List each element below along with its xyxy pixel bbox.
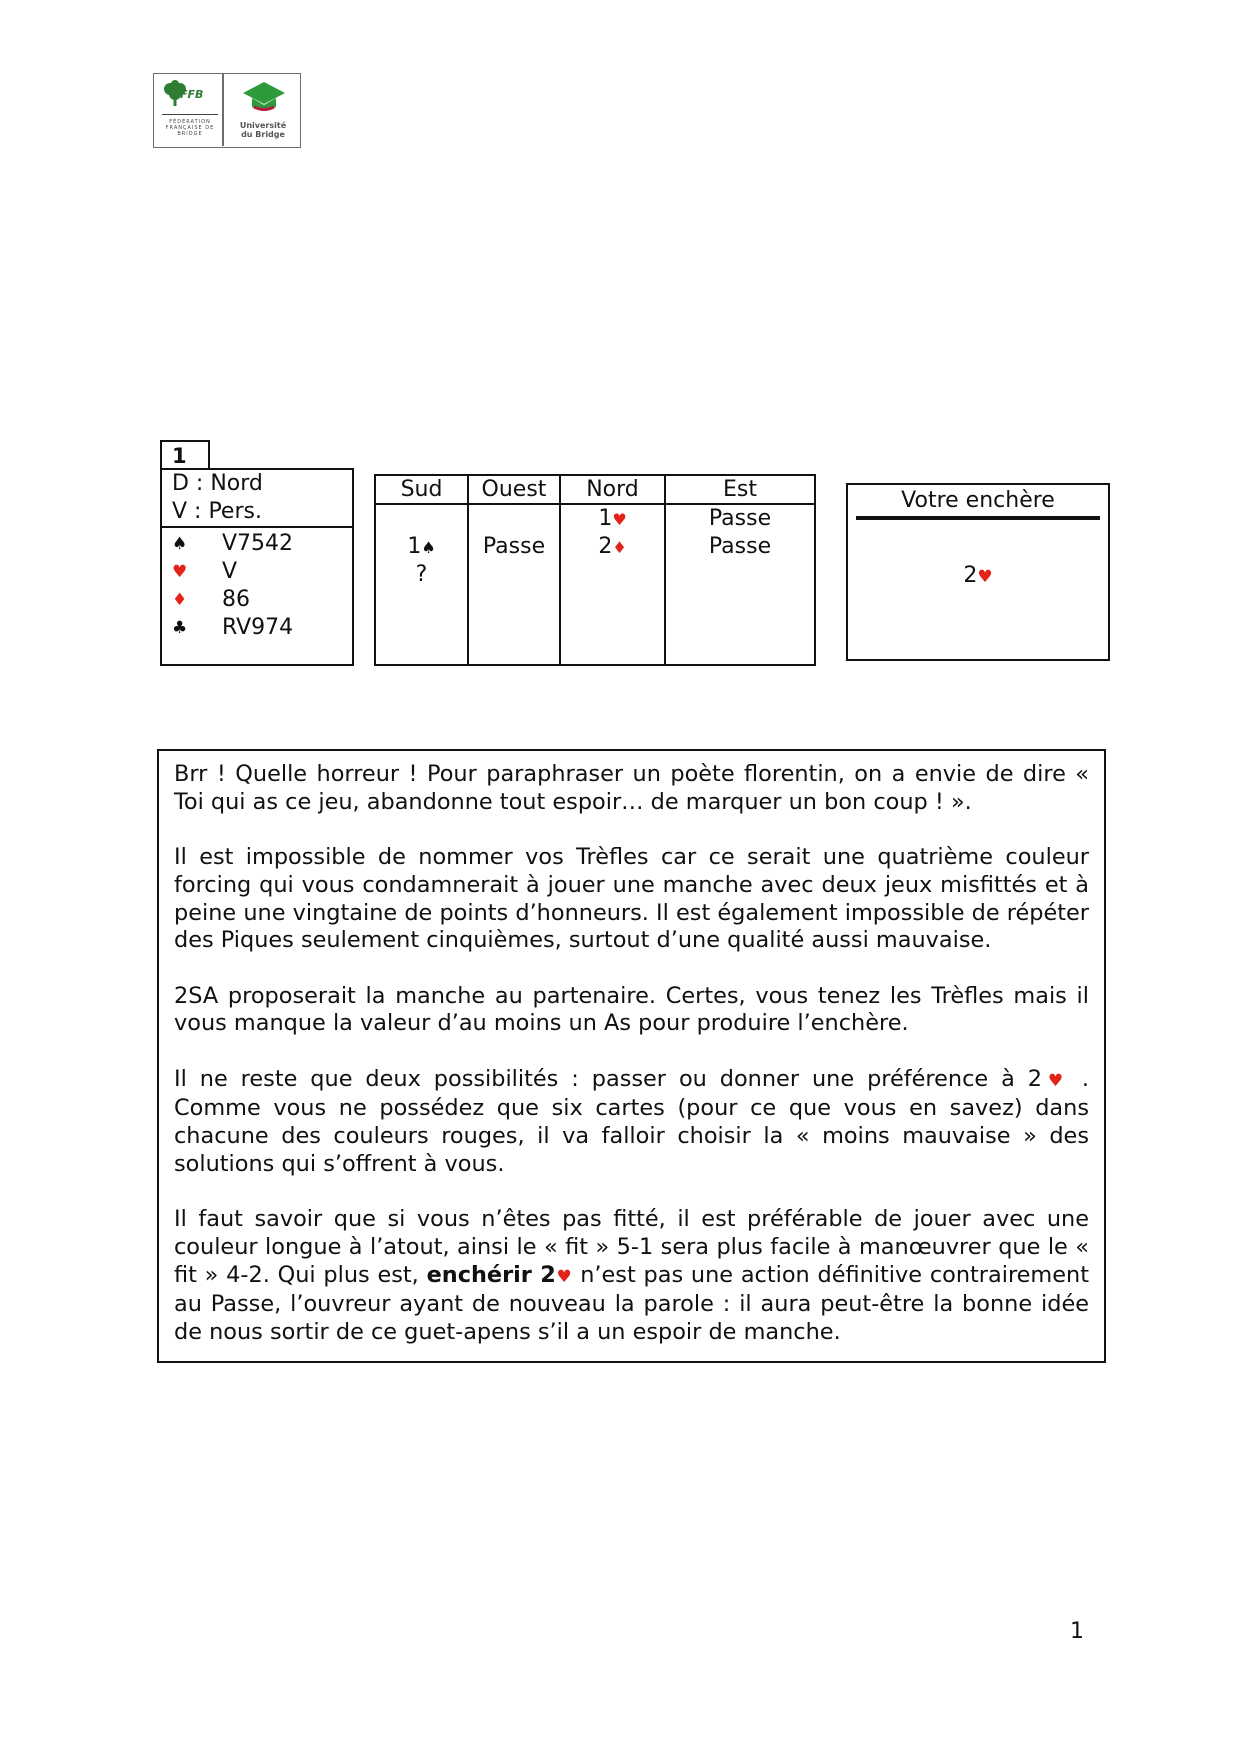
diamond-icon: ♦: [612, 538, 627, 557]
auction-bid: ?: [415, 562, 428, 587]
answer-bid: [848, 563, 1108, 588]
universite-text: [226, 121, 300, 139]
heart-icon: ♥: [172, 562, 188, 582]
bid-level: 2: [598, 534, 613, 559]
auction-bid: [376, 505, 467, 533]
auction-col-sud: [376, 504, 468, 664]
spade-icon: ♠: [172, 534, 188, 554]
dealer-label: D : Nord: [172, 471, 263, 496]
explanation-paragraph: 2SA proposerait la manche au partenaire. Certes, vous tenez les Trèfles mais il vous manque la valeur d’au moins un As pour produire l’enchère.: [174, 982, 1089, 1037]
bid-level: 1: [598, 506, 613, 531]
auction-bid: [561, 505, 664, 533]
auction-col-est: [665, 504, 814, 664]
ffb-wordmark: FFB: [180, 88, 204, 101]
text-run: Il ne reste que deux possibilités : passer ou donner une préférence à 2: [174, 1065, 1043, 1092]
bold-bid: [427, 1262, 573, 1288]
auction-header-nord: Nord: [560, 476, 665, 504]
diamond-cards: 86: [222, 587, 250, 612]
vulnerability-label: V : Pers.: [172, 499, 262, 524]
heart-icon: ♥: [1042, 1070, 1069, 1091]
heart-icon: ♥: [612, 510, 627, 529]
auction-bid: [561, 533, 664, 561]
hand-row-hearts: [162, 558, 352, 586]
answer-box: [846, 483, 1110, 661]
universite-line1: Université: [239, 121, 287, 130]
auction-header-est: Est: [665, 476, 814, 504]
logo-rule: [162, 114, 218, 115]
hand-row-diamonds: [162, 586, 352, 614]
graduation-cap-icon: [242, 80, 286, 116]
text-run: . Comme vous ne possédez que six cartes (pour ce que vous en savez) dans chacune des couleurs rouges, il va falloir choisir la « moins mauvaise » des solutions qui s’offrent à vous.: [174, 1065, 1089, 1177]
heart-icon: ♥: [977, 567, 993, 587]
explanation-paragraph: [174, 1206, 1089, 1347]
heart-icon: ♥: [555, 1266, 573, 1287]
auction-bid: Passe: [708, 506, 772, 531]
auction-bid: [469, 505, 559, 533]
deal-header: [162, 470, 352, 528]
club-icon: ♣: [172, 618, 188, 638]
auction-col-nord: [560, 504, 665, 664]
universite-line2: du Bridge: [241, 130, 285, 139]
answer-title: Votre enchère: [901, 488, 1055, 513]
bold-text: enchérir 2: [426, 1261, 556, 1288]
auction-col-ouest: [468, 504, 560, 664]
auction-table: [374, 474, 816, 666]
heart-cards: V: [222, 559, 238, 584]
auction-bid: [376, 533, 467, 561]
explanation-box: [157, 749, 1106, 1363]
hand: [162, 528, 352, 642]
hand-row-spades: [162, 530, 352, 558]
auction-header-ouest: Ouest: [468, 476, 560, 504]
text-run: Il faut savoir que si vous n’êtes pas fitté, il est préférable de jouer avec une couleur longue à l’atout, ainsi le « fit » 5-1 sera plus facile à manœuvrer que le « fit » 4-2. Qui plus est,: [174, 1206, 1089, 1288]
explanation-paragraph: Il est impossible de nommer vos Trèfles car ce serait une quatrième couleur forcing qui vous condamnerait à jouer une manche avec deux jeux misfittés et à peine une vingtaine de points d’honneurs. Il est également impossible de répéter des Piques seulement cinquièmes, surtout d’une qualité aussi mauvaise.: [174, 844, 1089, 954]
spade-cards: V7542: [222, 531, 294, 556]
page-number: 1: [1070, 1619, 1084, 1644]
explanation-paragraph: [174, 1066, 1089, 1179]
auction-bid: Passe: [708, 534, 772, 559]
auction-bid: Passe: [482, 534, 546, 559]
hand-row-clubs: [162, 614, 352, 642]
answer-rule: [856, 516, 1100, 520]
federation-text: FÉDÉRATION FRANÇAISE DE BRIDGE: [165, 119, 215, 137]
answer-level: 2: [963, 563, 978, 588]
diamond-icon: ♦: [172, 590, 188, 610]
logo: [153, 73, 301, 148]
deal-box: [160, 468, 354, 666]
club-cards: RV974: [222, 615, 294, 640]
explanation-paragraph: Brr ! Quelle horreur ! Pour paraphraser un poète florentin, on a envie de dire « Toi qui as ce jeu, abandonne tout espoir… de marquer un bon coup ! ».: [174, 761, 1089, 815]
text-run: n’est pas une action définitive contrairement au Passe, l’ouvreur ayant de nouveau la parole : il aura peut-être la bonne idée de nous sortir de ce guet-apens s’il a un espoir de manche.: [174, 1261, 1089, 1345]
logo-divider: [222, 74, 224, 146]
bid-level: 1: [407, 534, 422, 559]
spade-icon: ♠: [421, 538, 436, 557]
auction-header-sud: Sud: [376, 476, 468, 504]
board-number: 1: [160, 440, 210, 468]
